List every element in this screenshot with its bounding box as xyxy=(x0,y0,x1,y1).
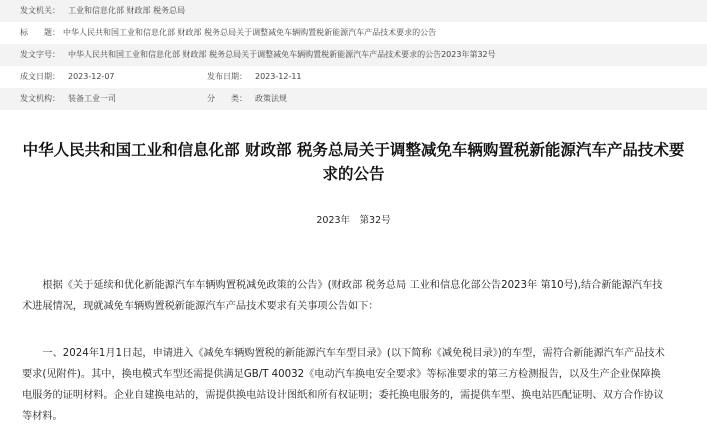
meta-value-created: 2023-12-07 xyxy=(68,72,115,81)
meta-label-created: 成文日期： xyxy=(20,72,60,81)
meta-row-doc-number xyxy=(0,44,707,66)
body-paragraph-2: 一、2024年1月1日起，申请进入《减免车辆购置税的新能源汽车车型目录》(以下简称《减免税目录》)的车型，需符合新能源汽车产品技术要求(见附件)。其中，换电模式车型还需提供满足GB/T 40032《电动汽车换电安全要求》等标准要求的第三方检测报告，以及生产企业保障换电服务的证明材料。企业自建换电站的，需提供换电站设计图纸和所有权证明；委托换电服务的，需提供车型、换电站匹配证明、双方合作协议等材料。 xyxy=(22,348,665,422)
meta-row-subject xyxy=(0,22,707,44)
meta-value-subject: 中华人民共和国工业和信息化部 财政部 税务总局关于调整减免车辆购置税新能源汽车产品技术要求的公告 xyxy=(63,28,437,37)
meta-value-category: 政策法规 xyxy=(255,94,287,103)
meta-value-doc-number: 中华人民共和国工业和信息化部 财政部 税务总局关于调整减免车辆购置税新能源汽车产品技术要求的公告2023年第32号 xyxy=(68,50,496,59)
meta-value-publisher: 装备工业一司 xyxy=(68,94,116,103)
body-paragraph-1: 根据《关于延续和优化新能源汽车车辆购置税减免政策的公告》(财政部 税务总局 工业和信息化部公告2023年 第10号),结合新能源汽车技术进展情况，现就减免车辆购置税新能源汽车产品技术要求有关事项公告如下： xyxy=(22,280,663,312)
meta-row-publisher xyxy=(0,88,707,110)
meta-value-issuer: 工业和信息化部 财政部 税务总局 xyxy=(68,6,186,15)
meta-label-subject: 标 题： xyxy=(20,28,60,37)
meta-label-publisher: 发文机构： xyxy=(20,94,60,103)
meta-row-issuer xyxy=(0,0,707,22)
meta-value-published: 2023-12-11 xyxy=(255,72,302,81)
meta-label-category: 分 类： xyxy=(207,94,247,103)
meta-label-doc-number: 发文字号： xyxy=(20,50,60,59)
meta-row-dates xyxy=(0,66,707,88)
document-number: 2023年 第32号 xyxy=(316,215,391,226)
meta-label-issuer: 发文机关： xyxy=(20,6,60,15)
document-title: 中华人民共和国工业和信息化部 财政部 税务总局关于调整减免车辆购置税新能源汽车产品技术要求的公告 xyxy=(22,141,685,183)
meta-label-published: 发布日期： xyxy=(207,72,247,81)
